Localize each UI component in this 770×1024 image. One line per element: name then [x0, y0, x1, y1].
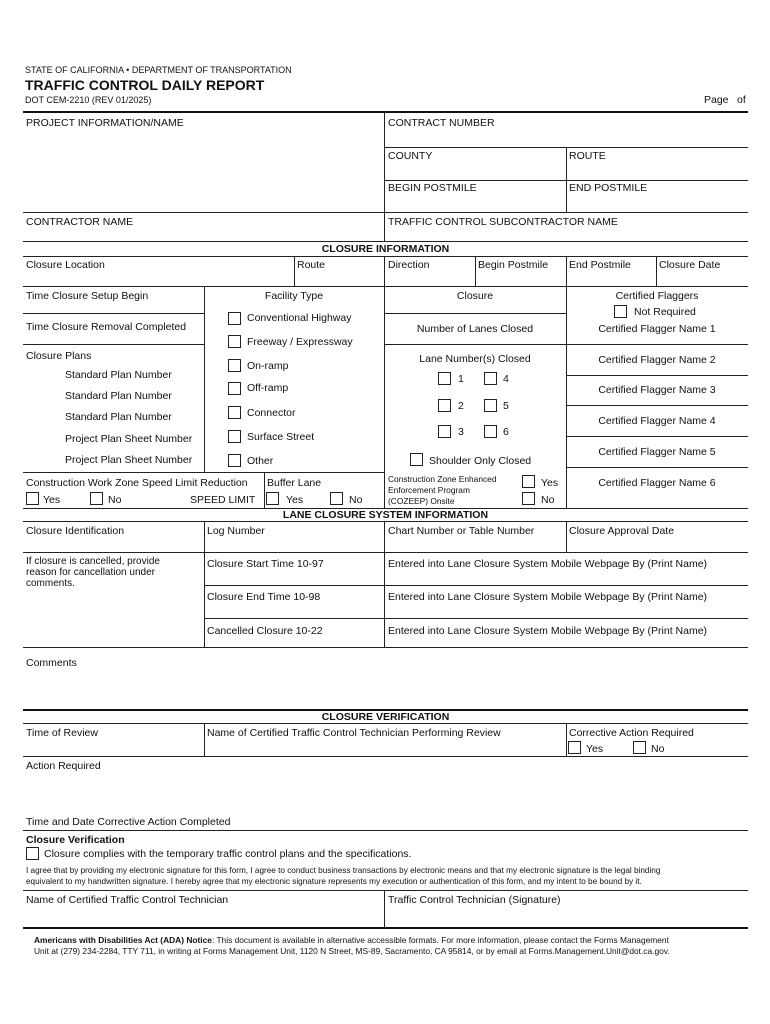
standard-plan-field-2[interactable]: Standard Plan Number — [65, 390, 172, 402]
conventional-highway-checkbox[interactable] — [228, 312, 241, 325]
corrective-no-checkbox[interactable] — [633, 741, 646, 754]
entered-by-field-2[interactable]: Entered into Lane Closure System Mobile Webpage By (Print Name) — [388, 591, 708, 603]
speed-reduction-label: Construction Work Zone Speed Limit Reduction — [26, 477, 248, 489]
lane-6-label: 6 — [503, 426, 509, 438]
lane-5-label: 5 — [503, 400, 509, 412]
closure-end-postmile-field[interactable]: End Postmile — [569, 259, 631, 271]
buffer-lane-yes-checkbox[interactable] — [266, 492, 279, 505]
other-checkbox[interactable] — [228, 454, 241, 467]
lanes-closed-field[interactable]: Number of Lanes Closed — [416, 323, 534, 335]
entered-by-field-1[interactable]: Entered into Lane Closure System Mobile Webpage By (Print Name) — [388, 558, 708, 570]
lane-4-checkbox[interactable] — [484, 372, 497, 385]
direction-field[interactable]: Direction — [388, 259, 430, 271]
closure-label: Closure — [456, 290, 494, 302]
ada-notice-line-2: Unit at (279) 234-2284, TTY 711, in writing at Forms Management Unit, 1120 N Street, MS-89, Sacramento, CA 95814, or by email at Forms.Management.Unit@dot.ca.gov. — [34, 946, 670, 956]
corrective-yes-label: Yes — [586, 743, 604, 755]
start-time-field[interactable]: Closure Start Time 10-97 — [207, 558, 324, 570]
speed-reduction-no-checkbox[interactable] — [90, 492, 103, 505]
closure-location-field[interactable]: Closure Location — [26, 259, 105, 271]
ada-notice-text: : This document is available in alternative accessible formats. For more information, please contact the Forms Management — [211, 935, 669, 945]
other-label: Other — [247, 455, 274, 467]
time-of-review-field[interactable]: Time of Review — [26, 727, 98, 739]
on-ramp-checkbox[interactable] — [228, 359, 241, 372]
buffer-lane-yes-label: Yes — [286, 494, 304, 506]
route-field[interactable]: ROUTE — [569, 150, 606, 162]
closure-begin-postmile-field[interactable]: Begin Postmile — [478, 259, 549, 271]
of-label: of — [737, 94, 746, 106]
flagger-name-1-field[interactable]: Certified Flagger Name 1 — [598, 323, 716, 335]
buffer-lane-no-checkbox[interactable] — [330, 492, 343, 505]
chart-number-field[interactable]: Chart Number or Table Number — [388, 525, 535, 537]
lane-2-label: 2 — [458, 400, 464, 412]
comments-field[interactable]: Comments — [26, 657, 77, 669]
lane-5-checkbox[interactable] — [484, 399, 497, 412]
lane-4-label: 4 — [503, 373, 509, 385]
off-ramp-label: Off-ramp — [247, 382, 289, 394]
flagger-name-3-field[interactable]: Certified Flagger Name 3 — [598, 384, 716, 396]
lane-numbers-label: Lane Number(s) Closed — [419, 353, 531, 365]
connector-checkbox[interactable] — [228, 406, 241, 419]
ada-notice-title: Americans with Disabilities Act (ADA) Notice — [34, 935, 212, 945]
action-required-field[interactable]: Action Required — [26, 760, 101, 772]
project-plan-field-2[interactable]: Project Plan Sheet Number — [65, 454, 193, 466]
technician-name-field[interactable]: Name of Certified Traffic Control Technician — [26, 894, 229, 906]
lane-6-checkbox[interactable] — [484, 425, 497, 438]
speed-limit-field[interactable]: SPEED LIMIT — [190, 494, 256, 506]
subcontractor-name-field[interactable]: TRAFFIC CONTROL SUBCONTRACTOR NAME — [388, 216, 618, 228]
speed-reduction-yes-label: Yes — [43, 494, 61, 506]
cancellation-note-line-3: comments. — [26, 578, 75, 589]
on-ramp-label: On-ramp — [247, 360, 289, 372]
form-title: TRAFFIC CONTROL DAILY REPORT — [25, 77, 265, 93]
surface-street-checkbox[interactable] — [228, 430, 241, 443]
begin-postmile-field[interactable]: BEGIN POSTMILE — [388, 182, 477, 194]
project-plan-field-1[interactable]: Project Plan Sheet Number — [65, 433, 193, 445]
cozeep-yes-checkbox[interactable] — [522, 475, 535, 488]
speed-reduction-yes-checkbox[interactable] — [26, 492, 39, 505]
closure-date-field[interactable]: Closure Date — [659, 259, 721, 271]
closure-identification-field[interactable]: Closure Identification — [26, 525, 125, 537]
contract-number-field[interactable]: CONTRACT NUMBER — [388, 117, 495, 129]
closure-plans-label: Closure Plans — [26, 350, 92, 362]
cozeep-label-line-3: (COZEEP) Onsite — [388, 496, 455, 506]
buffer-lane-label: Buffer Lane — [267, 477, 322, 489]
ada-notice-line-1 — [34, 935, 669, 945]
speed-reduction-no-label: No — [108, 494, 122, 506]
verification-heading: CLOSURE VERIFICATION — [321, 711, 450, 723]
lane-3-label: 3 — [458, 426, 464, 438]
cozeep-label-line-2: Enforcement Program — [388, 485, 470, 495]
closure-info-heading: CLOSURE INFORMATION — [321, 243, 450, 255]
lane-1-label: 1 — [458, 373, 464, 385]
freeway-label: Freeway / Expressway — [247, 336, 353, 348]
log-number-field[interactable]: Log Number — [207, 525, 265, 537]
lane-3-checkbox[interactable] — [438, 425, 451, 438]
cozeep-no-label: No — [541, 494, 555, 506]
agreement-line-1: I agree that by providing my electronic signature for this form, I agree to conduct business transactions by electronic means and that my electronic signature is the legal binding — [26, 866, 661, 875]
connector-label: Connector — [247, 407, 296, 419]
cozeep-yes-label: Yes — [541, 477, 559, 489]
certified-flaggers-label: Certified Flaggers — [615, 290, 699, 302]
agreement-line-2: equivalent to my handwritten signature. I hereby agree that my electronic signature represents my execution or authentication of this form, and my intent to be bound by it. — [26, 877, 642, 886]
lane-closure-heading: LANE CLOSURE SYSTEM INFORMATION — [282, 509, 489, 521]
contractor-name-field[interactable]: CONTRACTOR NAME — [26, 216, 134, 228]
agency-name: STATE OF CALIFORNIA • DEPARTMENT OF TRANSPORTATION — [25, 65, 292, 75]
approval-date-field[interactable]: Closure Approval Date — [569, 525, 675, 537]
entered-by-field-3[interactable]: Entered into Lane Closure System Mobile Webpage By (Print Name) — [388, 625, 708, 637]
flagger-name-5-field[interactable]: Certified Flagger Name 5 — [598, 446, 716, 458]
lane-2-checkbox[interactable] — [438, 399, 451, 412]
closure-route-field[interactable]: Route — [297, 259, 326, 271]
flagger-name-2-field[interactable]: Certified Flagger Name 2 — [598, 354, 716, 366]
corrective-no-label: No — [651, 743, 665, 755]
surface-street-label: Surface Street — [247, 431, 315, 443]
cozeep-label-line-1: Construction Zone Enhanced — [388, 474, 497, 484]
standard-plan-field-3[interactable]: Standard Plan Number — [65, 411, 172, 423]
closure-verification-label: Closure Verification — [26, 834, 125, 846]
county-field[interactable]: COUNTY — [388, 150, 433, 162]
flagger-name-6-field[interactable]: Certified Flagger Name 6 — [598, 477, 716, 489]
conventional-highway-label: Conventional Highway — [247, 312, 352, 324]
freeway-checkbox[interactable] — [228, 335, 241, 348]
cancellation-note-line-2: reason for cancellation under — [26, 567, 155, 578]
not-required-label: Not Required — [634, 306, 696, 318]
cozeep-no-checkbox[interactable] — [522, 492, 535, 505]
technician-signature-field[interactable]: Traffic Control Technician (Signature) — [388, 894, 561, 906]
complies-checkbox[interactable] — [26, 847, 39, 860]
complies-label: Closure complies with the temporary traffic control plans and the specifications. — [44, 848, 412, 860]
project-info-field[interactable]: PROJECT INFORMATION/NAME — [26, 117, 184, 129]
shoulder-only-label: Shoulder Only Closed — [429, 455, 532, 467]
setup-begin-field[interactable]: Time Closure Setup Begin — [26, 290, 149, 302]
form-id: DOT CEM-2210 (REV 01/2025) — [25, 95, 152, 105]
cancelled-closure-field[interactable]: Cancelled Closure 10-22 — [207, 625, 323, 637]
corrective-yes-checkbox[interactable] — [568, 741, 581, 754]
off-ramp-checkbox[interactable] — [228, 382, 241, 395]
corrective-completed-field[interactable]: Time and Date Corrective Action Completed — [26, 816, 231, 828]
shoulder-only-checkbox[interactable] — [410, 453, 423, 466]
removal-completed-field[interactable]: Time Closure Removal Completed — [26, 321, 187, 333]
flagger-name-4-field[interactable]: Certified Flagger Name 4 — [598, 415, 716, 427]
page-label: Page — [704, 94, 729, 106]
end-time-field[interactable]: Closure End Time 10-98 — [207, 591, 321, 603]
facility-type-label: Facility Type — [264, 290, 324, 302]
corrective-action-label: Corrective Action Required — [569, 727, 694, 739]
buffer-lane-no-label: No — [349, 494, 363, 506]
technician-review-name-field[interactable]: Name of Certified Traffic Control Technician Performing Review — [207, 727, 501, 739]
cancellation-note-line-1: If closure is cancelled, provide — [26, 556, 160, 567]
standard-plan-field-1[interactable]: Standard Plan Number — [65, 369, 172, 381]
not-required-checkbox[interactable] — [614, 305, 627, 318]
lane-1-checkbox[interactable] — [438, 372, 451, 385]
end-postmile-field[interactable]: END POSTMILE — [569, 182, 648, 194]
